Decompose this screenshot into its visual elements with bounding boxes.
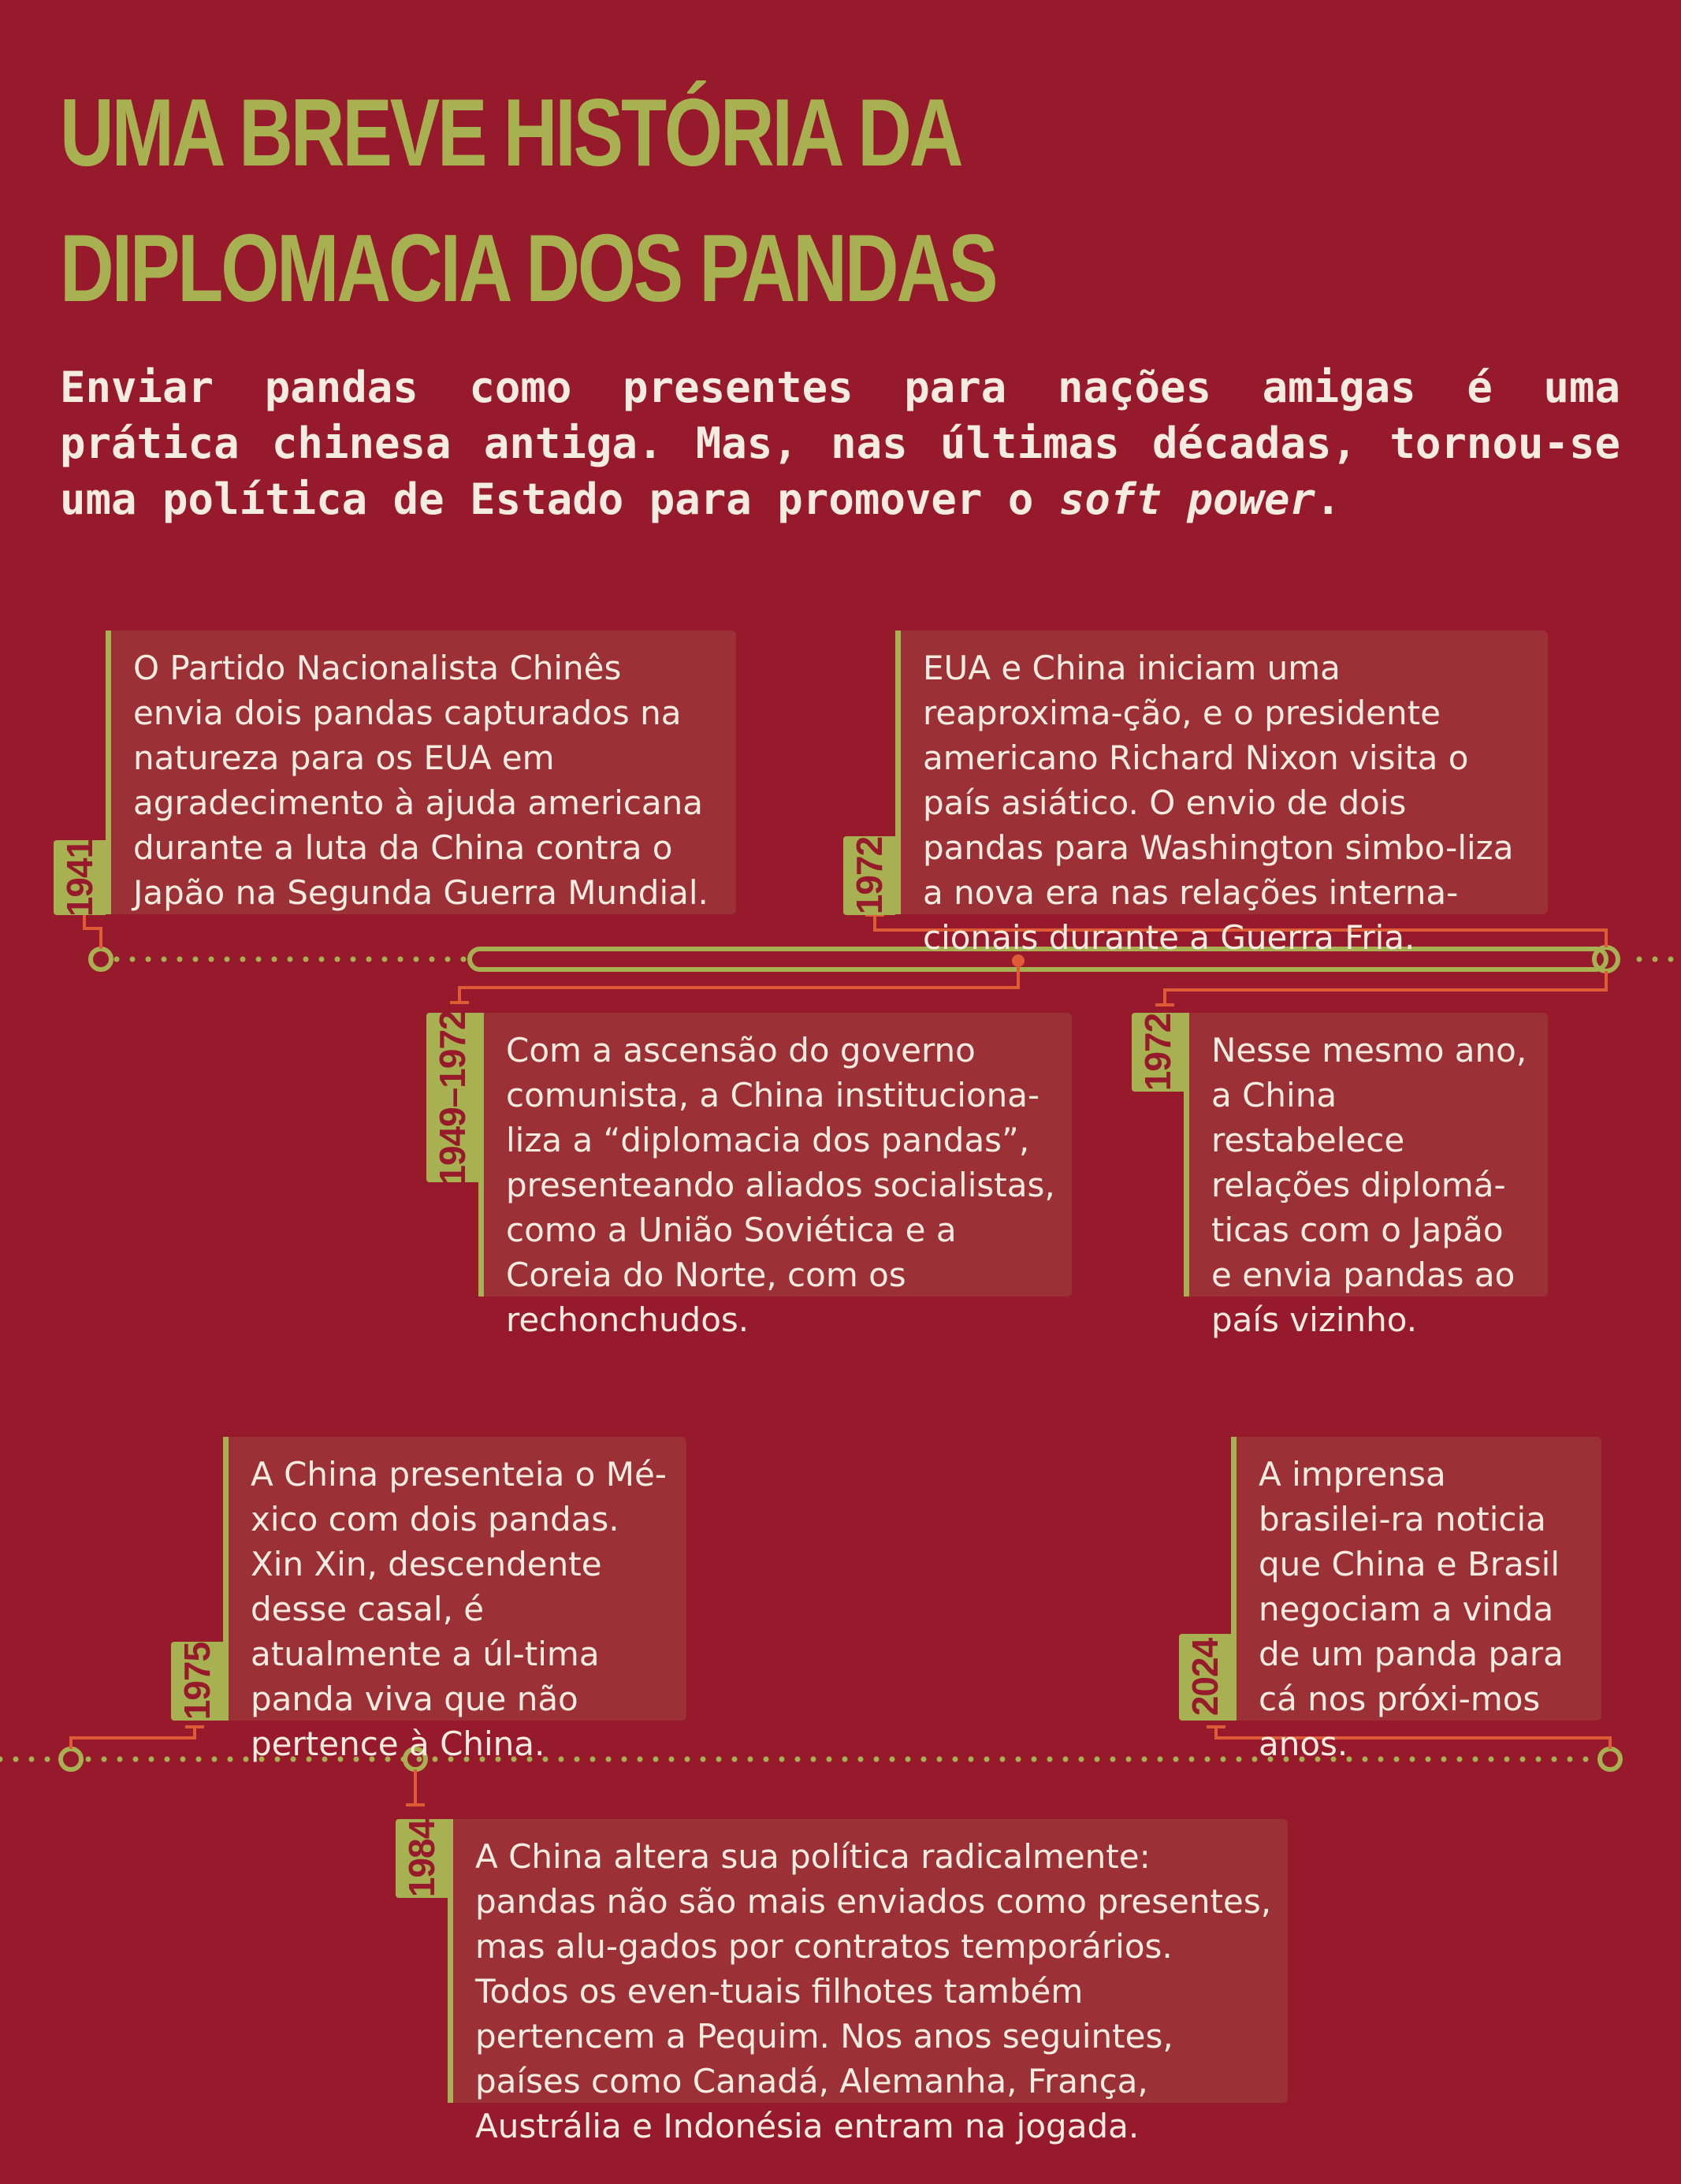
event-text: EUA e China iniciam uma reaproxima-ção, e o presidente americano Richard Nixon visita o país asiático. O envio de dois pandas para Washington simbo-liza a nova era nas relações interna-cionais durante a Guerra Fria. xyxy=(923,649,1514,957)
event-card-1972-usa xyxy=(895,631,1548,957)
event-card-1941 xyxy=(106,631,736,914)
event-card-1949-1972 xyxy=(478,1013,1072,1339)
event-card-1975 xyxy=(223,1437,686,1763)
year-label: 1949–1972 xyxy=(432,1010,473,1185)
year-tag-1984 xyxy=(396,1819,448,1898)
event-text: O Partido Nacionalista Chinês envia dois pandas capturados na natureza para os EUA em agradecimento à ajuda americana durante a luta da China contra o Japão na Segunda Guerra Mundial. xyxy=(133,649,708,912)
year-tag-1949-1972 xyxy=(426,1010,478,1185)
year-tag-1972-top xyxy=(843,836,895,915)
connector-1949-1972 xyxy=(459,967,1018,1003)
intro-end: . xyxy=(1315,474,1341,524)
title-line-2: DIPLOMACIA DOS PANDAS xyxy=(60,214,996,322)
year-label: 1975 xyxy=(177,1642,218,1721)
event-card-1984 xyxy=(448,1819,1288,2145)
event-text: A China presenteia o Mé-xico com dois pandas. Xin Xin, descendente desse casal, é atualmente a úl-tima panda viva que não pertence à China. xyxy=(251,1455,667,1763)
connector-1972-bottom xyxy=(1165,971,1606,1005)
year-tag-1975 xyxy=(171,1642,223,1721)
event-card-2024 xyxy=(1231,1437,1601,1763)
year-tag-1941 xyxy=(54,840,106,915)
year-tag-1972-bottom xyxy=(1132,1013,1184,1092)
timeline-node-1975 xyxy=(61,1749,81,1769)
intro-emphasis: soft power xyxy=(1058,474,1316,524)
event-text: Nesse mesmo ano, a China restabelece relações diplomá-ticas com o Japão e envia pandas ao país vizinho. xyxy=(1211,1031,1527,1339)
year-label: 1941 xyxy=(59,839,100,917)
title-line-1: UMA BREVE HISTÓRIA DA xyxy=(60,79,961,186)
event-text: Com a ascensão do governo comunista, a China instituciona-liza a “diplomacia dos pandas”, presenteando aliados socialistas, como a União Soviética e a Coreia do Norte, com os rechonchudos. xyxy=(506,1031,1055,1339)
intro-text: Enviar pandas como presentes para nações amigas é uma prática chinesa antiga. Mas, nas últimas décadas, tornou-se uma política de Estado para promover o xyxy=(60,363,1620,524)
event-text: A China altera sua política radicalmente: pandas não são mais enviados como presentes, mas alu-gados por contratos temporários. Todos os even-tuais filhotes também pertencem a Pequim. Nos anos seguintes, países como Canadá, Alemanha, França, Austrália e Indonésia entram na jogada. xyxy=(475,1837,1272,2145)
year-label: 1972 xyxy=(849,836,890,915)
timeline-node-2024 xyxy=(1600,1749,1620,1769)
event-card-1972-japan xyxy=(1184,1013,1548,1339)
year-label: 1984 xyxy=(401,1819,442,1898)
connector-1975 xyxy=(71,1727,195,1749)
year-label: 1972 xyxy=(1137,1013,1178,1092)
event-text: A imprensa brasilei-ra noticia que China e Brasil negociam a vinda de um panda para cá nos próxi-mos anos. xyxy=(1259,1455,1564,1763)
timeline-node-1941 xyxy=(91,949,111,969)
year-label: 2024 xyxy=(1185,1638,1225,1717)
connector-1941 xyxy=(84,915,101,949)
year-tag-2024 xyxy=(1179,1634,1231,1721)
